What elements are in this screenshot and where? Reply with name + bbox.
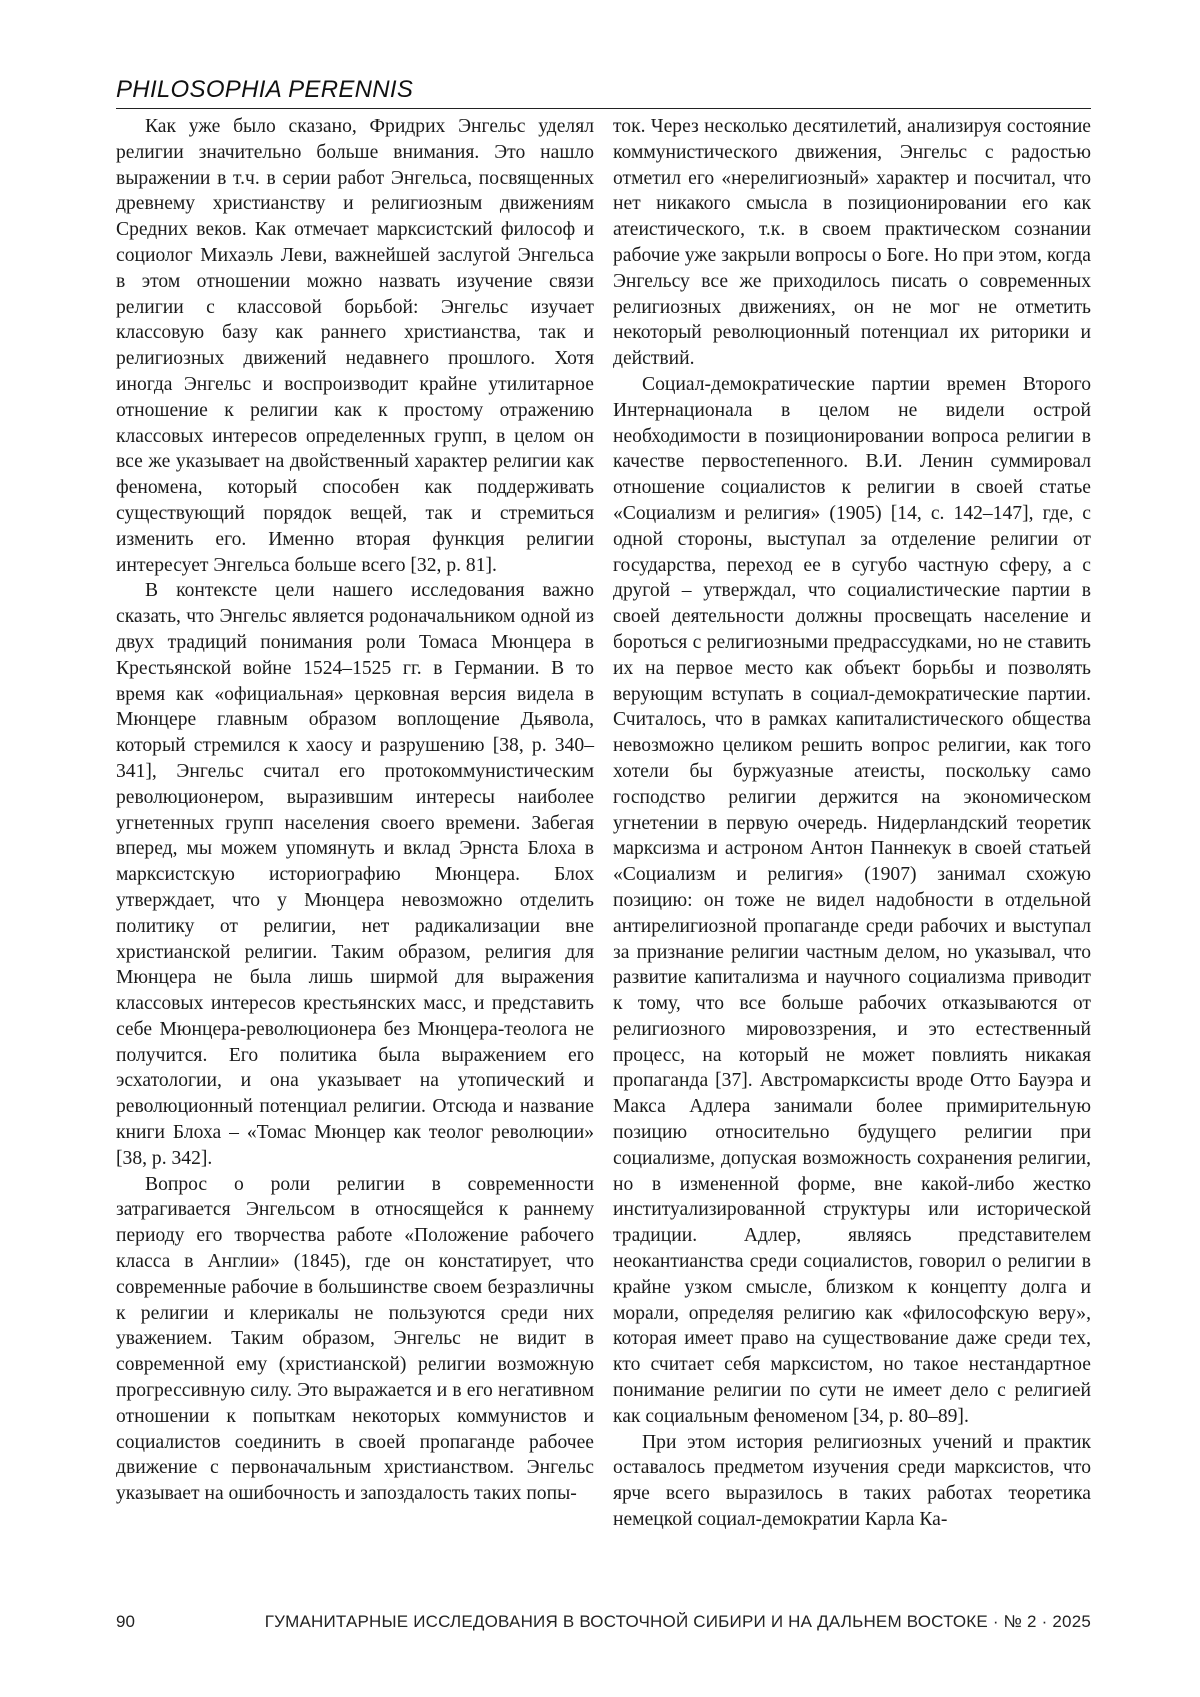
- body-columns: [116, 114, 1091, 1594]
- paragraph-second-international: Социал-демократические партии времен Второго Интернационала в целом не видели острой необходимости в позиционировании вопроса религии в качестве первостепенного. В.И. Ленин суммировал отношение социалистов к религии в своей статье «Социализм и религия» (1905) [14, с. 142–147], где, с одной стороны, выступал за отделение религии от государства, переход ее в сугубо частную сферу, а с другой – утверждал, что социалистические партии в своей деятельности должны просвещать население и бороться с религиозными предрассудками, но не ставить их на первое место как объект борьбы и позволять верующим вступать в социал-демократические партии. Считалось, что в рамках капиталистического общества невозможно целиком решить вопрос религии, как того хотели бы буржуазные атеисты, поскольку само господство религии держится на экономическом угнетении в первую очередь. Нидерландский теоретик марксизма и астроном Антон Паннекук в своей статьей «Социализм и религия» (1907) занимал схожую позицию: он тоже не видел надобности в отдельной антирелигиозной пропаганде среди рабочих и выступал за признание религии частным делом, но указывал, что развитие капитализма и научного социализма приводит к тому, что все больше рабочих отказываются от религиозного мировоззрения, и это естественный процесс, на который не может повлиять никакая пропаганда [37]. Австромарксисты вроде Отто Бауэра и Макса Адлера занимали более примирительную позицию относительно будущего религии при социализме, допуская возможность сохранения религии, но в измененной форме, вне какой-либо жестко институализированной структуры или исторической традиции. Адлер, являясь представителем неокантианства среди социалистов, говорил о религии в крайне узком смысле, близком к концепту долга и морали, определяя религию как «философскую веру», которая имеет право на существование даже среди тех, кто считает себя марксистом, но такое нестандартное понимание религии по сути не имеет дело с религией как социальным феноменом [34, p. 80–89].: [613, 373, 1091, 1427]
- left-column: [116, 114, 594, 1594]
- paragraph-continuation: ток. Через несколько десятилетий, анализируя состояние коммунистического движения, Энгельс с радостью отметил его «нерелигиозный» характер и посчитал, что нет никакого смысла в позиционировании его как атеистического, т.к. в своем практическом сознании рабочие уже закрыли вопросы о Боге. Но при этом, когда Энгельсу все же приходилось писать о современных религиозных движениях, он не мог не отметить некоторый революционный потенциал их риторики и действий.: [613, 116, 1091, 370]
- paragraph-working-class: Вопрос о роли религии в современности затрагивается Энгельсом в относящейся к раннему периоду его творчества работе «Положение рабочего класса в Англии» (1845), где он констатирует, что современные рабочие в большинстве своем безразличны к религии и клерикалы не пользуются среди них уважением. Таким образом, Энгельс не видит в современной ему (христианской) религии возможную прогрессивную силу. Это выражается и в его негативном отношении к попыткам некоторых коммунистов и социалистов соединить в своей пропаганде рабочее движение с первоначальным христианством. Энгельс указывает на ошибочность и запоздалость таких попы-: [116, 1173, 594, 1505]
- running-footer: [116, 1612, 1091, 1638]
- section-title: PHILOSOPHIA PERENNIS: [116, 76, 414, 103]
- paragraph-engels-religion: Как уже было сказано, Фридрих Энгельс уделял религии значительно больше внимания. Это нашло выражении в т.ч. в серии работ Энгельса, посвященных древнему христианству и религиозным движениям Средних веков. Как отмечает марксистский философ и социолог Михаэль Леви, важнейшей заслугой Энгельса в этом отношении можно назвать изучение связи религии с классовой борьбой: Энгельс изучает классовую базу как раннего христианства, так и религиозных движений недавнего прошлого. Хотя иногда Энгельс и воспроизводит крайне утилитарное отношение к религии как к простому отражению классовых интересов определенных групп, в целом он все же указывает на двойственный характер религии как феномена, который способен как поддерживать существующий порядок вещей, так и стремиться изменить его. Именно вторая функция религии интересует Энгельса больше всего [32, p. 81].: [116, 116, 594, 576]
- paragraph-muntzer: В контексте цели нашего исследования важно сказать, что Энгельс является родоначальником одной из двух традиций понимания роли Томаса Мюнцера в Крестьянской войне 1524–1525 гг. в Германии. В то время как «официальная» церковная версия видела в Мюнцере главным образом воплощение Дьявола, который стремился к хаосу и разрушению [38, p. 340–341], Энгельс считал его протокоммунистическим революционером, выразившим интересы наиболее угнетенных групп населения своего времени. Забегая вперед, мы можем упомянуть и вклад Эрнста Блоха в марксистскую историографию Мюнцера. Блох утверждает, что у Мюнцера невозможно отделить политику от религии, нет радикализации вне христианской религии. Таким образом, религия для Мюнцера не была лишь ширмой для выражения классовых интересов крестьянских масс, и представить себе Мюнцера-революционера без Мюнцера-теолога не получится. Его политика была выражением его эсхатологии, и она указывает на утопический и революционный потенциал религии. Отсюда и название книги Блоха – «Томас Мюнцер как теолог революции» [38, p. 342].: [116, 580, 594, 1169]
- paragraph-religious-history: При этом история религиозных учений и практик оставалось предметом изучения среди марксистов, что ярче всего выразилось в таких работах теоретика немецкой социал-демократии Карла Ка-: [613, 1431, 1091, 1531]
- page-number: 90: [116, 1612, 135, 1631]
- running-header: [116, 74, 1091, 109]
- right-column: [613, 114, 1091, 1594]
- footer-journal-name: ГУМАНИТАРНЫЕ ИССЛЕДОВАНИЯ В ВОСТОЧНОЙ СИБИРИ И НА ДАЛЬНЕМ ВОСТОКЕ · № 2 · 2025: [264, 1612, 1091, 1631]
